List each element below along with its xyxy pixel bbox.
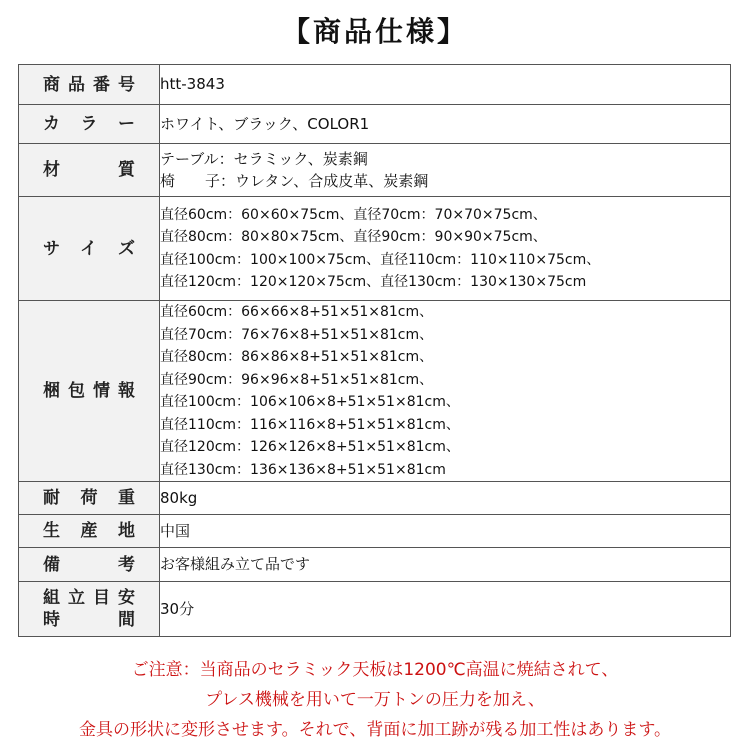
spec-row-color [19, 105, 731, 144]
spec-label: 組立目安 時 間 [19, 582, 160, 637]
spec-value: テーブル：セラミック、炭素鋼 椅 子：ウレタン、合成皮革、炭素鋼 [160, 144, 731, 197]
spec-label: 耐荷重 [19, 482, 160, 515]
spec-value: 直径60cm：60×60×75cm、直径70cm：70×70×75cm、 直径80cm：80×80×75cm、直径90cm：90×90×75cm、 直径100cm：100×100×75cm、直径110cm：110×110×75cm、 直径120cm：120×120×75cm、直径130cm：130×130×75cm [160, 197, 731, 301]
spec-value: 中国 [160, 515, 731, 548]
spec-row-origin [19, 515, 731, 548]
spec-value: 30分 [160, 582, 731, 637]
spec-value: 直径60cm：66×66×8+51×51×81cm、 直径70cm：76×76×8+51×51×81cm、 直径80cm：86×86×8+51×51×81cm、 直径90cm：96×96×8+51×51×81cm、 直径100cm：106×106×8+51×51×81cm、 直径110cm：116×116×8+51×51×81cm、 直径120cm：126×126×8+51×51×81cm、 直径130cm：136×136×8+51×51×81cm [160, 301, 731, 482]
spec-value: お客様組み立て品です [160, 548, 731, 582]
page-title: 【商品仕様】 [281, 15, 468, 48]
spec-label: 生産地 [19, 515, 160, 548]
notice-line: プレス機械を用いて一万トンの圧力を加え、 [205, 690, 545, 710]
spec-label: サイズ [19, 197, 160, 301]
spec-row-assembly-time [19, 582, 731, 637]
spec-value: ホワイト、ブラック、COLOR1 [160, 105, 731, 144]
spec-label: カラー [19, 105, 160, 144]
notice-line: 金具の形状に変形させます。それで、背面に加工跡が残る加工性はあります。 [79, 720, 671, 740]
spec-table [18, 64, 731, 637]
spec-label: 梱包情報 [19, 301, 160, 482]
spec-row-load-capacity [19, 482, 731, 515]
spec-label: 商品番号 [19, 65, 160, 105]
spec-row-remarks [19, 548, 731, 582]
spec-label: 備 考 [19, 548, 160, 582]
notice-line: ご注意：当商品のセラミック天板は1200℃高温に焼結されて、 [131, 660, 619, 680]
spec-row-material [19, 144, 731, 197]
caution-notice [0, 655, 750, 745]
spec-row-packaging [19, 301, 731, 482]
spec-row-size [19, 197, 731, 301]
spec-value: htt-3843 [160, 65, 731, 105]
spec-value: 80kg [160, 482, 731, 515]
spec-row-product-number [19, 65, 731, 105]
spec-label: 材 質 [19, 144, 160, 197]
